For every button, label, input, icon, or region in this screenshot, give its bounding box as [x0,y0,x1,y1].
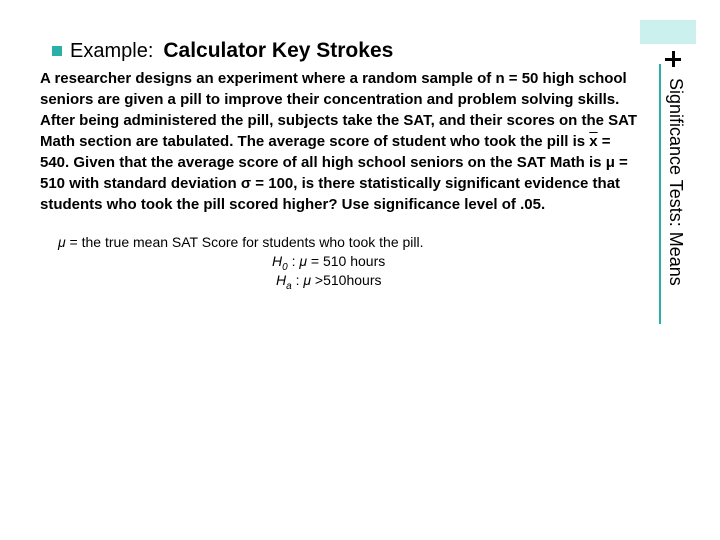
ha-subscript: a [286,280,292,292]
alternative-hypothesis [276,270,381,297]
bullet-square-icon [52,46,62,56]
parameter-definition [58,232,424,252]
ha-colon: : [291,272,304,288]
vertical-divider [659,64,661,324]
h0-value: = 510 hours [307,253,386,269]
corner-accent-block [640,20,696,44]
slide-title [52,38,393,64]
problem-part-1: A researcher designs an experiment where a random sample of n = 50 high school seniors are given a pill to improve their concentration and problem solving skills. After being administered the pill, subjects take the SAT, and their scores on the SAT Math section are tabulated. The average score of student who took the pill is [40,70,638,150]
side-title: Significance Tests: Means [666,78,686,286]
ha-symbol: H [276,272,287,288]
title-prefix: Example: [70,39,154,62]
problem-part-2: = 540. Given that the average score of all high school seniors on the SAT Math is μ = 510 with standard deviation σ = 100, is there statistically significant evidence that students who took the pill scored higher? Use significance level of .05. [40,133,628,213]
h0-subscript: 0 [282,261,288,273]
problem-statement [40,68,640,215]
ha-value: >510hours [311,272,382,288]
mu-symbol: μ [58,234,66,250]
h0-symbol: H [272,253,283,269]
ha-mu: μ [303,272,312,288]
h0-colon: : [287,253,300,269]
h0-mu: μ [299,253,308,269]
x-bar-symbol: $\overline{x}$ [589,133,598,150]
title-main: Calculator Key Strokes [163,39,394,62]
plus-icon [664,50,682,68]
definition-text: = the true mean SAT Score for students who took the pill. [65,234,424,250]
